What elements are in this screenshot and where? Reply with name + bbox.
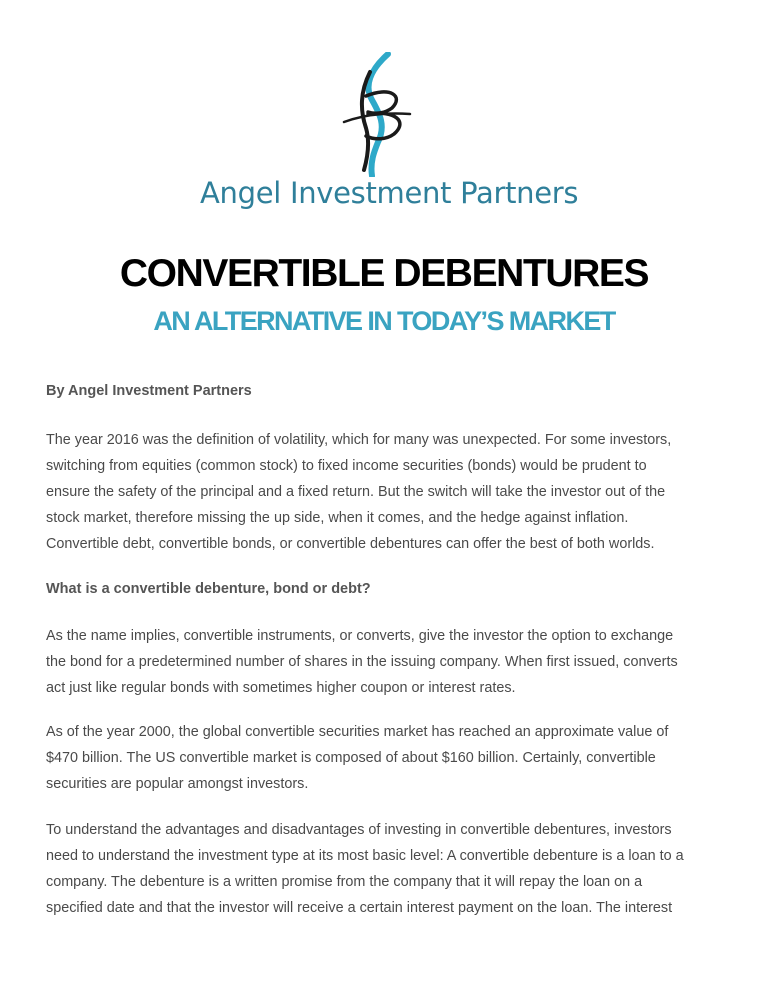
byline: By Angel Investment Partners	[46, 383, 252, 399]
paragraph-line: need to understand the investment type at its most basic level: A convertible debenture is a loan to a	[46, 848, 684, 864]
paragraph-intro	[46, 427, 736, 557]
paragraph-line: stock market, therefore missing the up side, when it comes, and the hedge against inflation.	[46, 510, 629, 526]
paragraph-line: the bond for a predetermined number of shares in the issuing company. When first issued, converts	[46, 654, 678, 670]
paragraph-line: ensure the safety of the principal and a fixed return. But the switch will take the investor out of the	[46, 484, 666, 500]
paragraph-line: The year 2016 was the definition of volatility, which for many was unexpected. For some investors,	[46, 432, 672, 448]
company-logo	[200, 52, 579, 222]
paragraph-definition	[46, 623, 736, 701]
logo-mark-icon	[330, 52, 430, 177]
paragraph-line: company. The debenture is a written promise from the company that it will repay the loan on a	[46, 874, 643, 890]
paragraph-line: To understand the advantages and disadvantages of investing in convertible debentures, investors	[46, 822, 672, 838]
paragraph-advantages	[46, 817, 736, 921]
paragraph-line: As the name implies, convertible instruments, or converts, give the investor the option to exchange	[46, 628, 674, 644]
paragraph-line: Convertible debt, convertible bonds, or convertible debentures can offer the best of both worlds.	[46, 536, 655, 552]
paragraph-line: As of the year 2000, the global convertible securities market has reached an approximate value of	[46, 724, 669, 740]
section-heading: What is a convertible debenture, bond or debt?	[46, 581, 371, 597]
paragraph-line: switching from equities (common stock) to fixed income securities (bonds) would be prudent to	[46, 458, 647, 474]
logo-company-name: Angel Investment Partners	[200, 176, 579, 210]
paragraph-market-size	[46, 719, 736, 797]
paragraph-line: $470 billion. The US convertible market is composed of about $160 billion. Certainly, convertible	[46, 750, 656, 766]
document-subtitle: AN ALTERNATIVE IN TODAY’S MARKET	[153, 306, 615, 336]
paragraph-line: securities are popular amongst investors.	[46, 776, 309, 792]
document-title: CONVERTIBLE DEBENTURES	[119, 252, 649, 295]
paragraph-line: act just like regular bonds with sometimes higher coupon or interest rates.	[46, 680, 516, 696]
paragraph-line: specified date and that the investor will receive a certain interest payment on the loan. The interest	[46, 900, 673, 916]
